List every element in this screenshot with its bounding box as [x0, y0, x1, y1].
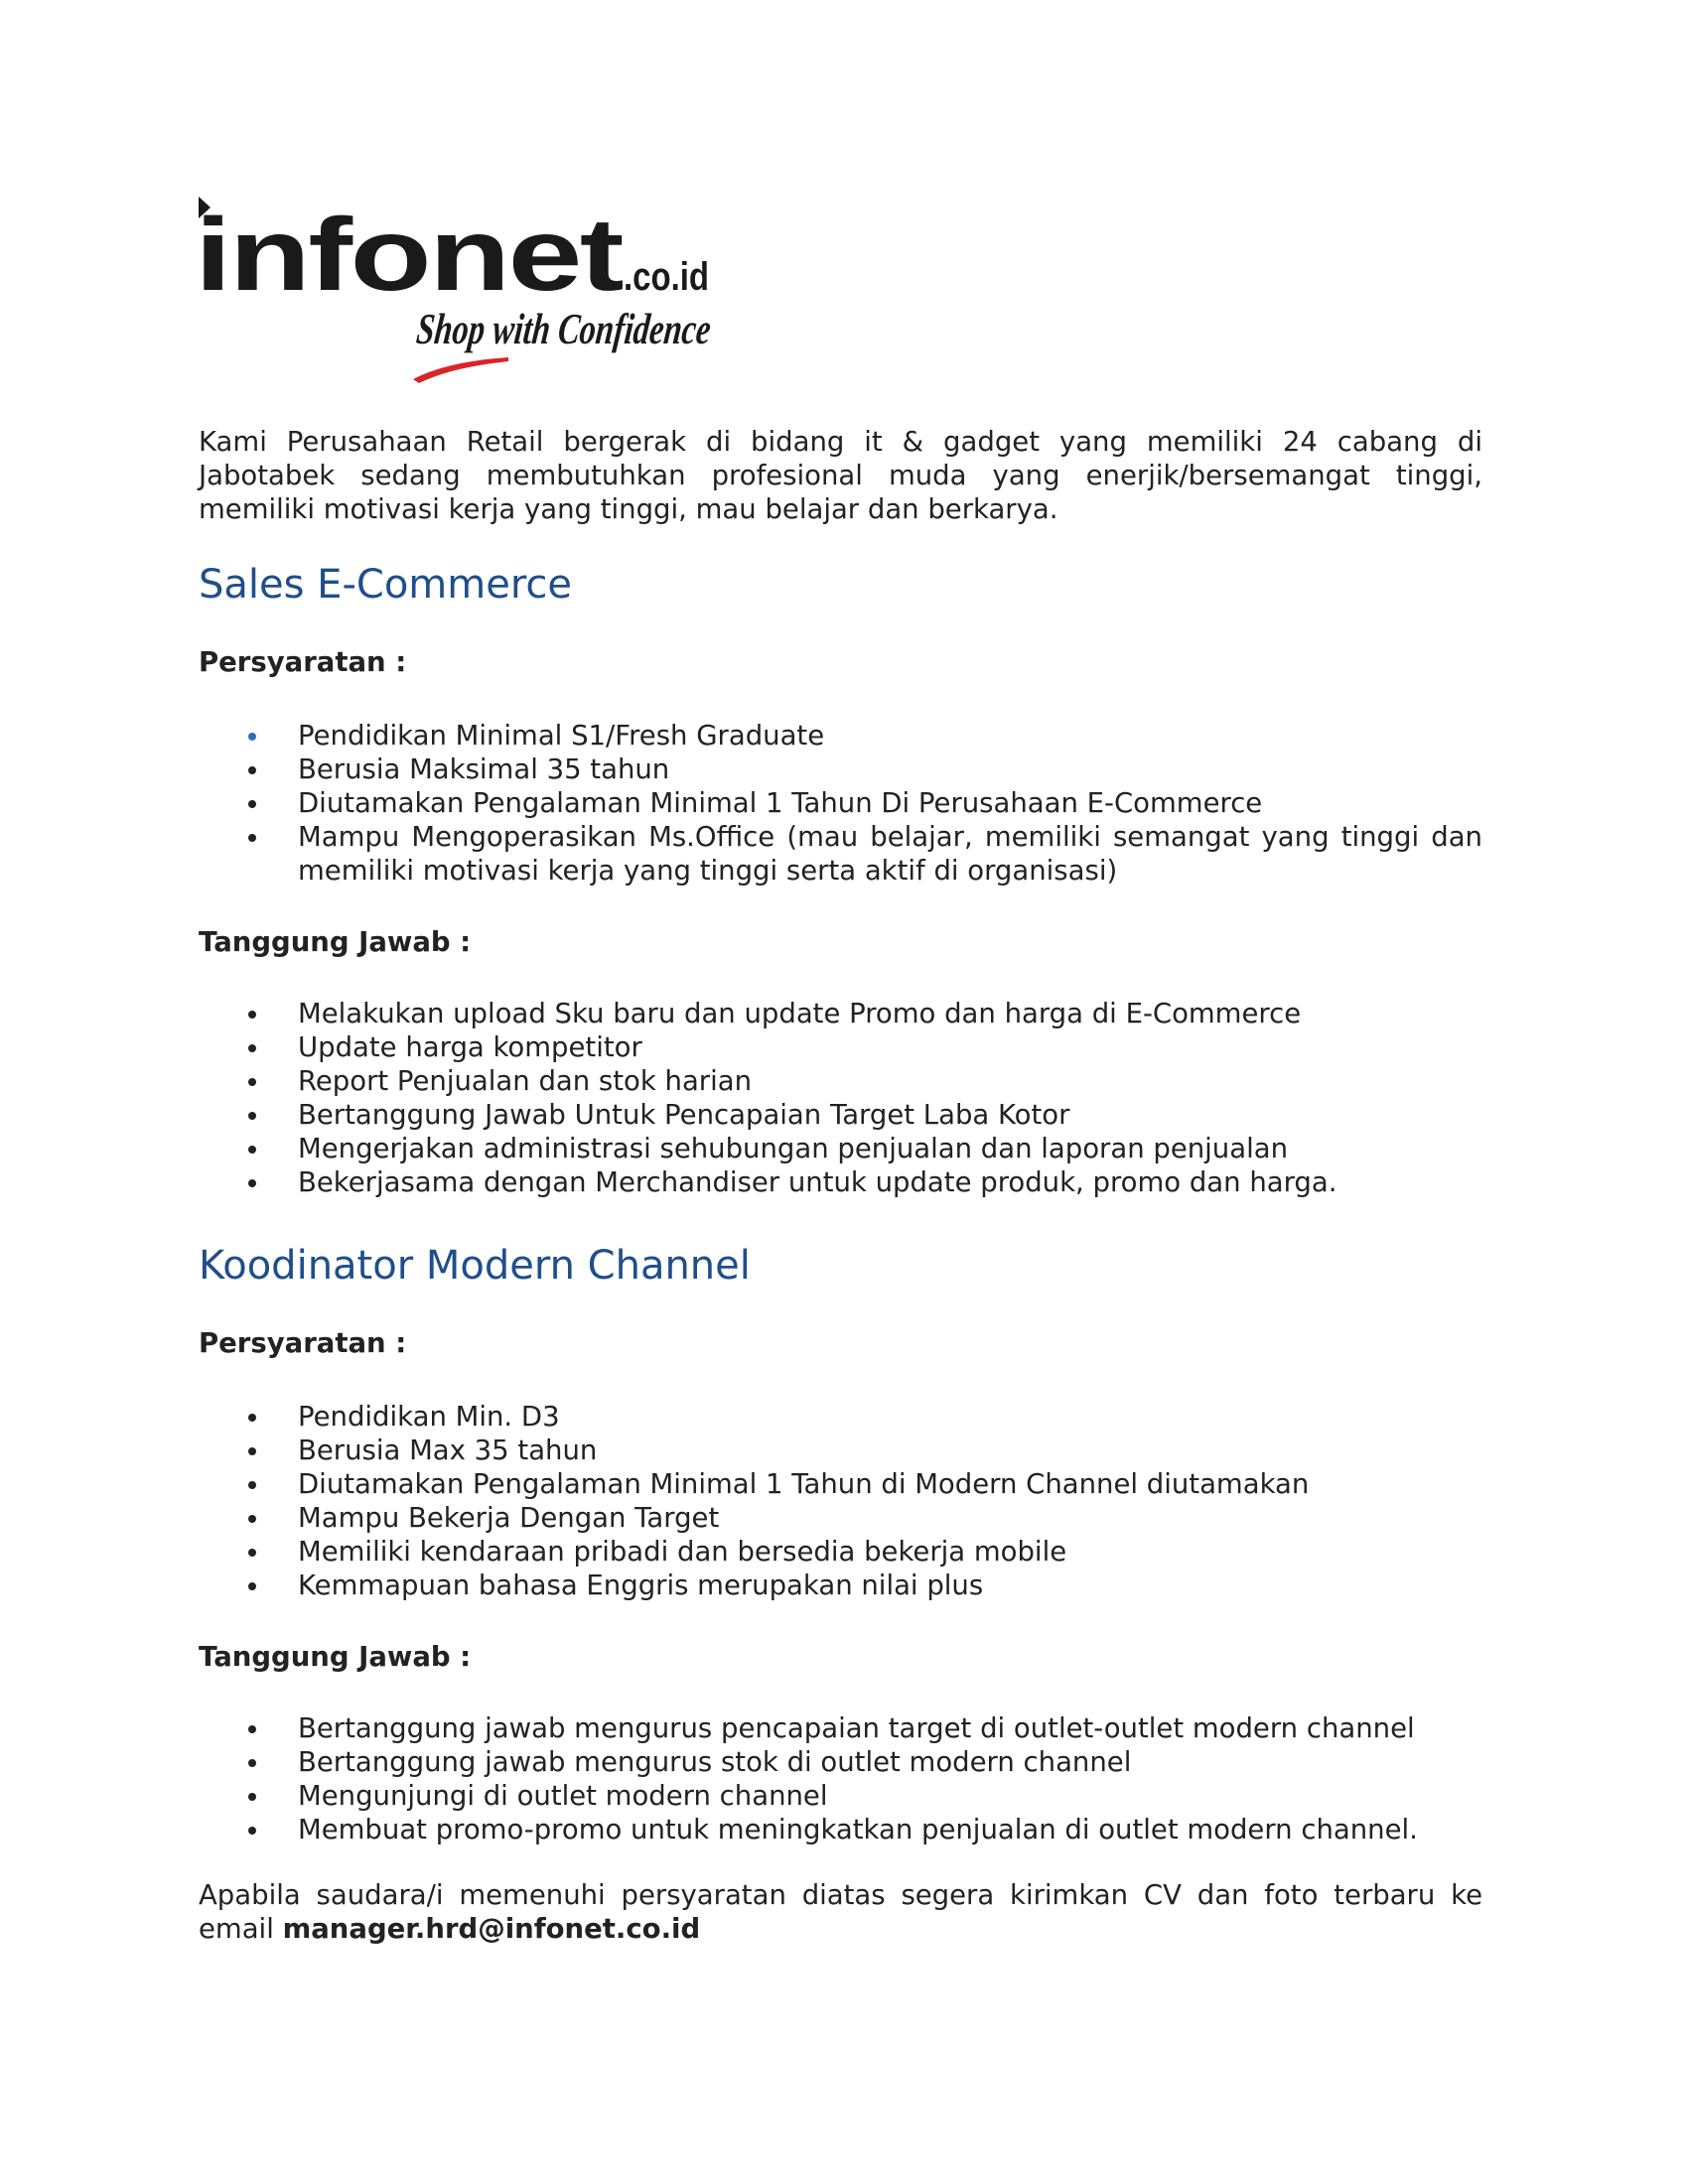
list-item: Bekerjasama dengan Merchandiser untuk update produk, promo dan harga. [199, 1165, 1482, 1199]
closing-text: Apabila saudara/i memenuhi persyaratan diatas segera kirimkan CV dan foto terbaru ke email [199, 1879, 1482, 1945]
list-item: Pendidikan Minimal S1/Fresh Graduate [199, 719, 1482, 752]
list-item: Melakukan upload Sku baru dan update Promo dan harga di E-Commerce [199, 997, 1482, 1030]
requirements-label: Persyaratan : [199, 1327, 407, 1359]
logo-domain-text: .co.id [624, 255, 709, 299]
responsibilities-label: Tanggung Jawab : [199, 926, 472, 958]
position-title-koordinator-modern-channel: Koodinator Modern Channel [199, 1243, 751, 1289]
list-item: Mampu Mengoperasikan Ms.Office (mau belajar, memiliki semangat yang tinggi dan memiliki motivasi kerja yang tinggi serta aktif di organisasi) [199, 820, 1482, 887]
intro-paragraph: Kami Perusahaan Retail bergerak di bidang it & gadget yang memiliki 24 cabang di Jabotabek sedang membutuhkan profesional muda yang enerjik/bersemangat tinggi, memiliki motivasi kerja yang tinggi, mau belajar dan berkarya. [199, 426, 1482, 525]
list-item: Report Penjualan dan stok harian [199, 1064, 1482, 1098]
closing-paragraph [199, 1878, 1482, 1946]
list-item: Membuat promo-promo untuk meningkatkan penjualan di outlet modern channel. [199, 1813, 1482, 1846]
list-item: Mengerjakan administrasi sehubungan penjualan dan laporan penjualan [199, 1132, 1482, 1165]
list-item: Mengunjungi di outlet modern channel [199, 1779, 1482, 1813]
contact-email: manager.hrd@infonet.co.id [282, 1913, 701, 1945]
list-item: Update harga kompetitor [199, 1030, 1482, 1064]
list-item: Mampu Bekerja Dengan Target [199, 1501, 1482, 1535]
list-item: Bertanggung jawab mengurus stok di outlet modern channel [199, 1745, 1482, 1779]
responsibilities-label: Tanggung Jawab : [199, 1641, 472, 1673]
responsibilities-list [199, 997, 1482, 1199]
list-item: Memiliki kendaraan pribadi dan bersedia bekerja mobile [199, 1535, 1482, 1569]
infonet-logo-graphic [195, 195, 818, 393]
logo-tagline-text: Shop with Confidence [414, 305, 818, 353]
list-item: Diutamakan Pengalaman Minimal 1 Tahun Di Perusahaan E-Commerce [199, 786, 1482, 820]
requirements-list [199, 719, 1482, 887]
list-item: Pendidikan Min. D3 [199, 1400, 1482, 1433]
company-logo [195, 195, 818, 393]
list-item: Berusia Max 35 tahun [199, 1433, 1482, 1467]
logo-brand-text: infonet [195, 198, 624, 313]
position-title-sales-ecommerce: Sales E-Commerce [199, 562, 572, 608]
requirements-label: Persyaratan : [199, 646, 407, 678]
logo-swoosh-icon [413, 357, 508, 383]
list-item: Berusia Maksimal 35 tahun [199, 752, 1482, 786]
requirements-list [199, 1400, 1482, 1602]
list-item: Bertanggung Jawab Untuk Pencapaian Target Laba Kotor [199, 1098, 1482, 1132]
responsibilities-list [199, 1711, 1482, 1846]
list-item: Bertanggung jawab mengurus pencapaian target di outlet-outlet modern channel [199, 1711, 1482, 1745]
list-item: Diutamakan Pengalaman Minimal 1 Tahun di Modern Channel diutamakan [199, 1467, 1482, 1501]
list-item: Kemmapuan bahasa Enggris merupakan nilai plus [199, 1569, 1482, 1602]
